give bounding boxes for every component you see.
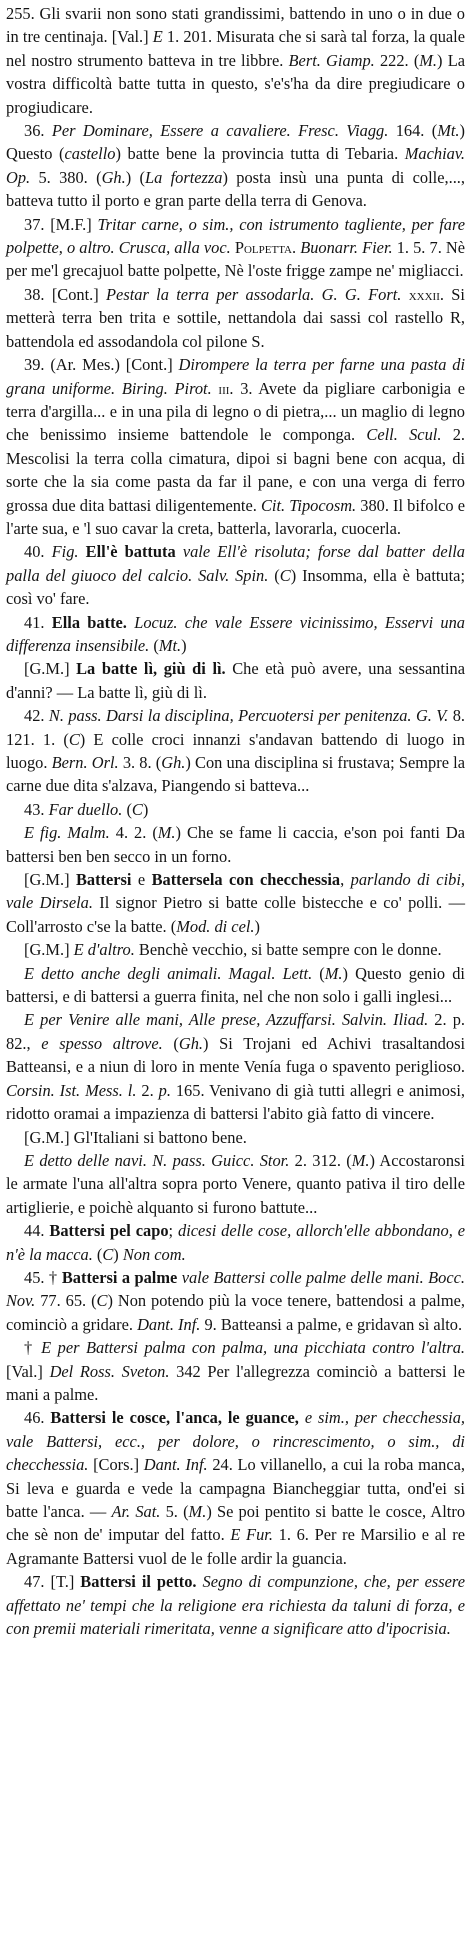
text-run: Segno di compunzione, che, per essere affettato ne' tempi che la religione era richiesta da taluni di forza, e con premii materiali rimeritata, venne a significare atto d'ipocrisia. bbox=[6, 1572, 465, 1639]
text-run: Battersi il petto. bbox=[80, 1572, 197, 1592]
text-run: ( bbox=[149, 635, 159, 655]
text-run: 36. bbox=[24, 121, 52, 141]
text-run: Pestar la terra per assodarla. G. G. Fort. bbox=[106, 284, 402, 304]
text-run: Battersi bbox=[75, 870, 132, 890]
text-run: 222. ( bbox=[374, 50, 420, 70]
text-run: 40. bbox=[24, 542, 52, 562]
text-run: ) posta insù una punta di colle,..., batteva tutto il porto e gran parte della terra di Genova. bbox=[6, 167, 465, 211]
text-run: ) Con una disciplina si frustava; Sempre la carne due dita s'alzava, Piangendo si batteva... bbox=[6, 753, 465, 796]
text-run: Ella batte. bbox=[51, 612, 127, 632]
dictionary-paragraph bbox=[6, 213, 465, 283]
text-run: 43. bbox=[24, 799, 49, 819]
dictionary-paragraph bbox=[6, 657, 465, 704]
text-run: E bbox=[152, 27, 163, 47]
text-run: Ar. Sat. bbox=[111, 1502, 161, 1521]
text-run: M. bbox=[351, 1150, 370, 1170]
text-run: M. bbox=[157, 823, 176, 843]
text-run: C bbox=[102, 1244, 114, 1264]
text-run: 164. ( bbox=[388, 121, 438, 141]
text-run: ( bbox=[312, 963, 325, 983]
text-run: E fig. Malm. bbox=[24, 823, 110, 843]
text-run: 2. 312. ( bbox=[289, 1150, 352, 1170]
text-run: Far duello. bbox=[48, 799, 123, 819]
text-run: [Val.] bbox=[6, 1361, 50, 1381]
text-run: Battersi le cosce, l'anca, le guance, bbox=[50, 1408, 299, 1428]
text-run: 3. Avete da pigliare carbonigia e terra d'argilla... e in una pila di legno o di pietra,... un maglio di legno che benissimo insieme battendole le componga. bbox=[6, 378, 465, 445]
dictionary-paragraph bbox=[6, 1336, 465, 1406]
text-run: M. bbox=[188, 1502, 207, 1521]
text-run: ) batte bene la provincia tutta di Tebaria. bbox=[115, 144, 405, 164]
text-run: ) E colle croci innanzi s'andavan battendo di luogo in luogo. bbox=[6, 729, 465, 772]
text-run: e sim., per checchessia, vale Battersi, ecc., per dolore, o rincrescimento, o sim., di checchessia. bbox=[6, 1408, 465, 1475]
dictionary-paragraph bbox=[6, 798, 465, 821]
dictionary-paragraph bbox=[6, 1126, 465, 1149]
text-run: ( bbox=[162, 1033, 179, 1053]
dictionary-page bbox=[6, 2, 465, 1640]
text-run: ) Si Trojani ed Achivi trasaltandosi Batteansi, e a niun di loro in mente Venía fuga o spavento periglioso. bbox=[6, 1033, 466, 1077]
text-run: ) bbox=[181, 635, 187, 655]
text-run: La fortezza bbox=[144, 167, 223, 187]
text-run: C bbox=[279, 565, 291, 585]
text-run: Del Ross. Sveton. bbox=[49, 1361, 170, 1381]
text-run: ( bbox=[122, 799, 132, 819]
text-run: 38. [Cont.] bbox=[24, 284, 107, 304]
dictionary-paragraph bbox=[6, 1149, 465, 1219]
text-run: Battersela con checchessia bbox=[151, 870, 341, 890]
text-run: castello bbox=[64, 144, 116, 164]
text-run: Machiav. Op. bbox=[6, 144, 465, 187]
text-run: 42. bbox=[24, 706, 49, 726]
text-run: N. pass. Darsi la disciplina, Percuotersi per penitenza. G. V. bbox=[48, 706, 449, 726]
text-run: Mt. bbox=[437, 121, 460, 141]
text-run: Tritar carne, o sim., con istrumento tagliente, per fare polpette, o altro. Crusca, alla voc. bbox=[6, 214, 465, 258]
text-run: vale Ell'è risoluta; forse dal batter della palla del giuoco del calcio. Salv. Spin. bbox=[6, 542, 465, 585]
text-run: ( bbox=[92, 1244, 103, 1264]
text-run: p. bbox=[158, 1080, 171, 1100]
text-run: 8. 121. 1. ( bbox=[6, 706, 466, 749]
text-run: E detto anche degli animali. Magal. Lett. bbox=[24, 963, 313, 983]
text-run: 1. 201. Misurata che si sarà tal forza, la quale nel nostro strumento batteva in tre libbre. bbox=[6, 27, 466, 70]
text-run: Bern. Orl. bbox=[51, 753, 119, 772]
text-run: E Fur. bbox=[230, 1525, 273, 1545]
text-run: 255. Gli svarii non sono stati grandissimi, battendo in uno o in due o in tre centinaja. [Val.] bbox=[6, 4, 465, 47]
text-run: Gh. bbox=[161, 753, 186, 772]
text-run: 37. [M.F.] bbox=[24, 214, 98, 234]
dictionary-paragraph bbox=[6, 353, 465, 540]
text-run: 5. 380. ( bbox=[30, 167, 102, 187]
dictionary-paragraph bbox=[6, 1008, 465, 1125]
text-run: 45. † bbox=[24, 1267, 62, 1287]
text-run: Che età può avere, una sessantina d'anni? — La batte lì, giù di lì. bbox=[6, 659, 465, 702]
text-run: Mt. bbox=[158, 635, 182, 655]
text-run: Ell'è battuta bbox=[85, 542, 176, 562]
text-run: 47. [T.] bbox=[24, 1572, 81, 1592]
text-run: Fig. bbox=[51, 542, 79, 562]
text-run: ) Insomma, ella è battuta; così vo' fare. bbox=[6, 565, 466, 609]
text-run: Gh. bbox=[178, 1033, 203, 1053]
text-run: † bbox=[24, 1338, 42, 1358]
text-run: ) La vostra difficoltà batte tutta in questo, s'e's'ha da dire pregiudicare o progiudicare. bbox=[6, 50, 465, 117]
dictionary-paragraph bbox=[6, 1219, 465, 1266]
text-run: ) bbox=[142, 799, 149, 819]
text-run: Mod. di cel. bbox=[176, 916, 255, 936]
text-run: e bbox=[131, 870, 152, 890]
text-run: Il signor Pietro si batte colle bistecche e co' polli. — Coll'arrosto c'se la batte. ( bbox=[6, 893, 465, 936]
text-run: , bbox=[340, 870, 351, 890]
dictionary-paragraph bbox=[6, 704, 465, 798]
text-run: Corsin. Ist. Mess. l. bbox=[6, 1080, 137, 1100]
text-run: Locuz. che vale Essere vicinissimo, Esservi una differenza insensibile. bbox=[6, 612, 465, 655]
text-run: Gh. bbox=[101, 167, 126, 187]
text-run: M. bbox=[419, 50, 438, 70]
text-run: 9. Batteansi a palme, e gridavan sì alto. bbox=[200, 1314, 463, 1334]
dictionary-paragraph bbox=[6, 938, 465, 961]
text-run: 2. Mescolisi la terra colla cimatura, dipoi si bagni bene con acqua, di sorte che la sia come pasta da far il pane, e con una verga di ferro grossa due dita battasi diligentemente. bbox=[6, 425, 466, 515]
text-run: ) ( bbox=[125, 167, 145, 187]
text-run: [G.M.] bbox=[24, 659, 77, 679]
dictionary-paragraph bbox=[6, 1266, 465, 1336]
text-run: Cell. Scul. bbox=[366, 425, 442, 445]
text-run: 39. (Ar. Mes.) [Cont.] bbox=[24, 355, 179, 375]
text-run: C bbox=[96, 1291, 108, 1311]
text-run: E per Venire alle mani, Alle prese, Azzuffarsi. Salvin. Iliad. bbox=[24, 1010, 429, 1030]
text-run: C bbox=[68, 729, 80, 749]
text-run: [G.M.] Gl'Italiani si battono bene. bbox=[24, 1127, 247, 1147]
text-run: ) Questo ( bbox=[6, 121, 465, 164]
text-run: 44. bbox=[24, 1221, 50, 1241]
text-run: C bbox=[131, 799, 143, 819]
dictionary-paragraph bbox=[6, 540, 465, 610]
text-run: E d'altro. bbox=[73, 940, 135, 960]
text-run: Battersi pel capo bbox=[49, 1221, 169, 1241]
text-run: Cit. Tipocosm. bbox=[260, 495, 357, 515]
dictionary-paragraph bbox=[6, 611, 465, 658]
text-run: 24. Lo villanello, a cui la roba manca, Si leva e guarda e vede la campagna Biancheggiar tutta, ond'ei si batte l'anca. — bbox=[6, 1455, 465, 1521]
text-run bbox=[401, 285, 408, 304]
text-run: 165. Venivano di già tutti allegri e animosi, ridotto oramai a impazienza di battersi l'abito già fatto di vincere. bbox=[6, 1080, 465, 1124]
dictionary-paragraph bbox=[6, 2, 465, 119]
dictionary-paragraph bbox=[6, 821, 465, 868]
text-run: ; bbox=[168, 1221, 179, 1241]
text-run: Battersi a palme bbox=[61, 1267, 178, 1287]
text-run: Benchè vecchio, si batte sempre con le donne. bbox=[134, 940, 442, 960]
text-run: 77. 65. ( bbox=[35, 1291, 97, 1311]
text-run: Per Dominare, Essere a cavaliere. Fresc. Viagg. bbox=[51, 121, 389, 141]
text-run: Dirompere la terra per farne una pasta di grana uniforme. Biring. Pirot. bbox=[6, 355, 465, 398]
text-run: e spesso altrove. bbox=[41, 1033, 163, 1053]
dictionary-paragraph bbox=[6, 1570, 465, 1640]
text-run: ) bbox=[254, 916, 260, 936]
text-run: 46. bbox=[24, 1408, 51, 1428]
text-run: dicesi delle cose, allorch'elle abbondano, e n'è la macca. bbox=[6, 1221, 465, 1264]
text-run: 4. 2. ( bbox=[109, 823, 158, 843]
dictionary-paragraph bbox=[6, 1406, 465, 1570]
text-run: 3. 8. ( bbox=[118, 753, 162, 772]
text-run: ) Che se fame li caccia, e'son poi fanti Da battersi ben ben secco in un forno. bbox=[6, 823, 465, 866]
text-run: Non com. bbox=[122, 1244, 186, 1264]
text-run: [G.M.] bbox=[24, 870, 76, 890]
text-run: M. bbox=[324, 963, 343, 983]
text-run: 380. Il bifolco e l'arte sua, e 'l suo cavar la creta, batterla, lavorarla, cuocerla. bbox=[6, 495, 465, 538]
text-run: Dant. Inf. bbox=[137, 1314, 201, 1334]
text-run bbox=[79, 542, 86, 561]
text-run: [G.M.] bbox=[24, 940, 74, 960]
text-run: iii. bbox=[218, 378, 234, 398]
text-run: ) Accostaronsi le armate l'una all'altra sopra porto Venere, quanto pativa il tiro delle artiglierie, e poichè alquanto si furono battute... bbox=[6, 1150, 465, 1217]
text-run: 41. bbox=[24, 612, 52, 632]
text-run: vale Battersi colle palme delle mani. Bocc. Nov. bbox=[6, 1267, 465, 1311]
text-run: ) Questo genio di battersi, e di battersi a guerra finita, nel che non solo i galli inglesi... bbox=[6, 963, 465, 1007]
text-run: 342 Per l'allegrezza cominciò a battersi le mani a palme. bbox=[6, 1361, 465, 1404]
text-run: E detto delle navi. N. pass. Guicc. Stor. bbox=[24, 1150, 290, 1170]
text-run: ) bbox=[113, 1244, 123, 1264]
text-run bbox=[176, 542, 183, 561]
text-run: 2. bbox=[136, 1080, 159, 1100]
text-run: Polpetta. bbox=[234, 238, 297, 258]
text-run: Buonarr. Fier. bbox=[300, 238, 393, 258]
text-run: Bert. Giamp. bbox=[288, 50, 375, 70]
text-run: 5. ( bbox=[160, 1502, 189, 1521]
text-run: ) Non potendo più la voce tenere, battendosi a palme, cominciò a gridare. bbox=[6, 1291, 465, 1334]
text-run: ( bbox=[268, 565, 280, 585]
dictionary-paragraph bbox=[6, 868, 465, 938]
text-run: [Cors.] bbox=[88, 1455, 144, 1475]
text-run: Dant. Inf. bbox=[143, 1455, 208, 1475]
dictionary-paragraph bbox=[6, 962, 465, 1009]
dictionary-paragraph bbox=[6, 119, 465, 213]
text-run: 2. p. 82., bbox=[6, 1010, 465, 1053]
text-run: ) Se poi pentito si batte le cosce, Altro che sè non de' imputar del fatto. bbox=[6, 1502, 466, 1545]
text-run: E per Battersi palma con palma, una picchiata contro l'altra. bbox=[41, 1338, 465, 1358]
text-run: 1. 6. Per re Marsilio e al re Agramante Battersi vuol de le folle ardir la guancia. bbox=[6, 1525, 465, 1568]
text-run: parlando di cibi, vale Dirsela. bbox=[6, 870, 465, 913]
dictionary-paragraph bbox=[6, 283, 465, 353]
text-run: Si metterà terra ben trita e sottile, nettandola dai sassi col rastello R, battendola ed assodandola col pilone S. bbox=[6, 284, 465, 351]
text-run: xxxii. bbox=[408, 284, 444, 304]
text-run: La batte lì, giù di lì. bbox=[76, 659, 226, 679]
text-run: 1. 5. 7. Nè per me'l grecajuol batte polpette, Nè l'oste frigge zampe ne' migliacci. bbox=[6, 238, 466, 281]
